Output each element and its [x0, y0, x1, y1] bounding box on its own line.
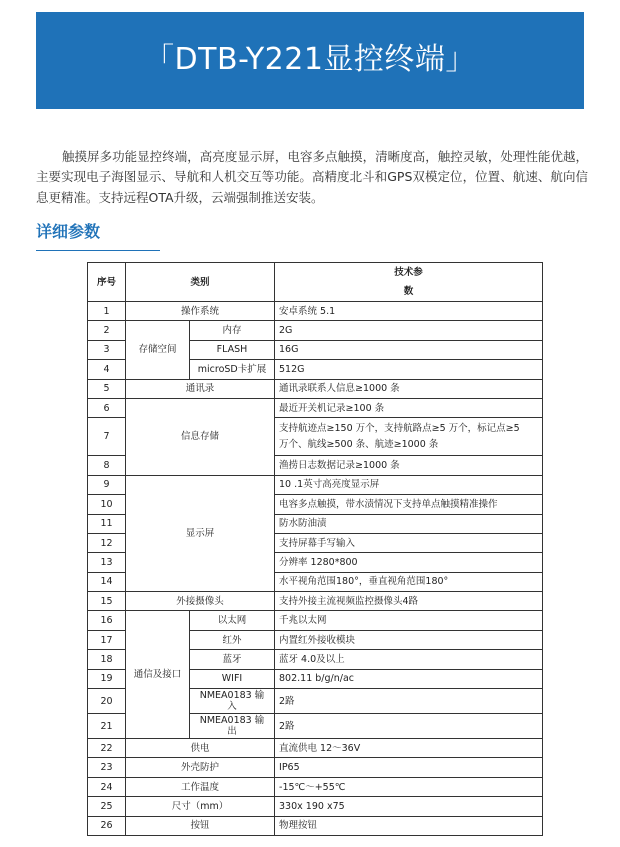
header-spec-line2: 数 — [403, 286, 414, 297]
group-comm: 通信及接口 — [126, 611, 190, 739]
table-row — [88, 398, 543, 417]
row-value: 支持屏幕手写输入 — [275, 533, 543, 552]
table-row — [88, 379, 543, 398]
table-row — [88, 302, 543, 321]
row-category: 外壳防护 — [126, 758, 275, 777]
row-no: 24 — [88, 777, 126, 796]
row-no: 4 — [88, 360, 126, 379]
row-value: 16G — [275, 340, 543, 359]
row-value: 电容多点触摸，带水渍情况下支持单点触摸精准操作 — [275, 495, 543, 514]
row-category: 供电 — [126, 739, 275, 758]
row-subcategory — [190, 714, 275, 739]
row-subcategory-line1: NMEA0183 输 — [199, 715, 265, 727]
row-value-line2: 万个、航线≥500 条、航迹≥1000 条 — [279, 438, 439, 450]
row-subcategory — [190, 689, 275, 714]
row-value: 802.11 b/g/n/ac — [275, 669, 543, 688]
row-value: 最近开关机记录≥100 条 — [275, 398, 543, 417]
row-no: 7 — [88, 418, 126, 456]
row-value: 安卓系统 5.1 — [275, 302, 543, 321]
table-row — [88, 321, 543, 340]
row-no: 8 — [88, 456, 126, 475]
row-subcategory: microSD卡扩展 — [190, 360, 275, 379]
row-value: 防水防油渍 — [275, 514, 543, 533]
row-subcategory-line2: 入 — [227, 701, 237, 713]
page-title: 「DTB-Y221显控终端」 — [144, 42, 476, 77]
row-value: 内置红外接收模块 — [275, 630, 543, 649]
row-no: 5 — [88, 379, 126, 398]
row-no: 19 — [88, 669, 126, 688]
row-category: 操作系统 — [126, 302, 275, 321]
table-header-row — [88, 263, 543, 302]
row-subcategory-line2: 出 — [227, 726, 237, 738]
row-value: 蓝牙 4.0及以上 — [275, 650, 543, 669]
row-no: 25 — [88, 797, 126, 816]
row-no: 20 — [88, 689, 126, 714]
table-row — [88, 592, 543, 611]
row-no: 2 — [88, 321, 126, 340]
row-no: 18 — [88, 650, 126, 669]
group-info-storage: 信息存储 — [126, 398, 275, 475]
header-spec-line1: 技术参 — [394, 267, 423, 278]
row-category: 外接摄像头 — [126, 592, 275, 611]
row-subcategory-line1: NMEA0183 输 — [199, 690, 265, 702]
row-subcategory: 以太网 — [190, 611, 275, 630]
row-value-line1: 支持航迹点≥150 万个，支持航路点≥5 万个，标记点≥5 — [279, 422, 520, 434]
row-value: 水平视角范围180°，垂直视角范围180° — [275, 572, 543, 591]
row-no: 13 — [88, 553, 126, 572]
row-value: 330x 190 x75 — [275, 797, 543, 816]
group-display: 显示屏 — [126, 475, 275, 591]
row-subcategory: FLASH — [190, 340, 275, 359]
row-no: 3 — [88, 340, 126, 359]
row-no: 12 — [88, 533, 126, 552]
table-row — [88, 758, 543, 777]
table-row — [88, 777, 543, 796]
intro-paragraph: 触摸屏多功能显控终端，高亮度显示屏，电容多点触摸，清晰度高，触控灵敏，处理性能优越，主要实现电子海图显示、导航和人机交互等功能。高精度北斗和GPS双模定位，位置、航速、航向信息更精准。支持远程OTA升级，云端强制推送安装。 — [36, 148, 588, 205]
row-no: 16 — [88, 611, 126, 630]
row-value: -15℃～+55℃ — [275, 777, 543, 796]
row-category: 按钮 — [126, 816, 275, 835]
header-category: 类别 — [126, 263, 275, 302]
row-no: 6 — [88, 398, 126, 417]
row-category: 尺寸（mm） — [126, 797, 275, 816]
row-category: 通讯录 — [126, 379, 275, 398]
row-value: 通讯录联系人信息≥1000 条 — [275, 379, 543, 398]
row-value: 渔捞日志数据记录≥1000 条 — [275, 456, 543, 475]
row-subcategory: 红外 — [190, 630, 275, 649]
row-value: 千兆以太网 — [275, 611, 543, 630]
section-title: 详细参数 — [36, 222, 101, 241]
row-no: 10 — [88, 495, 126, 514]
row-value: 分辨率 1280*800 — [275, 553, 543, 572]
row-value: 10 .1英寸高亮度显示屏 — [275, 475, 543, 494]
row-subcategory: 内存 — [190, 321, 275, 340]
row-value: 物理按钮 — [275, 816, 543, 835]
section-underline — [36, 250, 160, 251]
row-value: 2路 — [275, 714, 543, 739]
row-value: 直流供电 12～36V — [275, 739, 543, 758]
table-row — [88, 797, 543, 816]
group-storage: 存储空间 — [126, 321, 190, 379]
row-no: 23 — [88, 758, 126, 777]
row-no: 1 — [88, 302, 126, 321]
row-subcategory: 蓝牙 — [190, 650, 275, 669]
row-no: 22 — [88, 739, 126, 758]
row-value: 2G — [275, 321, 543, 340]
row-value — [275, 418, 543, 456]
row-no: 11 — [88, 514, 126, 533]
table-row — [88, 611, 543, 630]
row-value: 2路 — [275, 689, 543, 714]
row-no: 9 — [88, 475, 126, 494]
table-row — [88, 739, 543, 758]
row-value: 512G — [275, 360, 543, 379]
row-no: 21 — [88, 714, 126, 739]
header-spec — [275, 263, 543, 302]
row-subcategory: WIFI — [190, 669, 275, 688]
spec-table — [87, 262, 543, 836]
row-value: 支持外接主流视频监控摄像头4路 — [275, 592, 543, 611]
row-no: 14 — [88, 572, 126, 591]
row-no: 26 — [88, 816, 126, 835]
row-category: 工作温度 — [126, 777, 275, 796]
table-row — [88, 816, 543, 835]
row-no: 17 — [88, 630, 126, 649]
row-value: IP65 — [275, 758, 543, 777]
row-no: 15 — [88, 592, 126, 611]
header-no: 序号 — [88, 263, 126, 302]
table-row — [88, 475, 543, 494]
title-banner — [36, 12, 584, 109]
